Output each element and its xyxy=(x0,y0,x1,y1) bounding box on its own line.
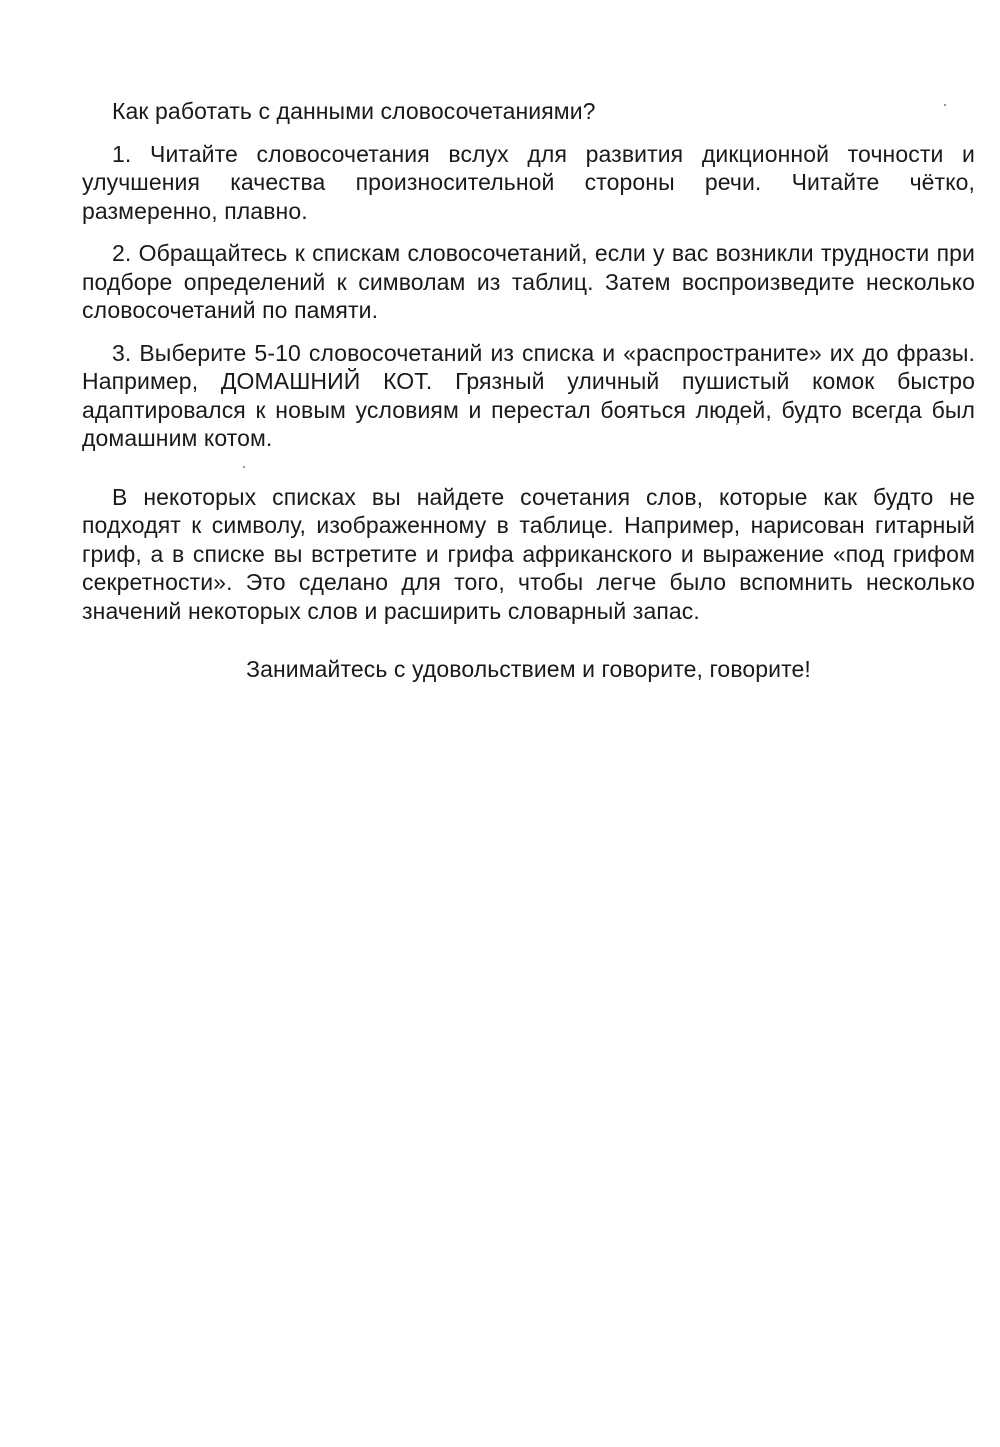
closing-line: Занимайтесь с удовольствием и говорите, говорите! xyxy=(246,656,811,682)
instruction-item-1: 1. Читайте словосочетания вслух для развития дикционной точности и улучшения качества произносительной стороны речи. Читайте чётко, размеренно, плавно. xyxy=(82,140,975,224)
instruction-item-2: 2. Обращайтесь к спискам словосочетаний, если у вас возникли трудности при подборе определений к символам из таблиц. Затем воспроизведите несколько словосочетаний по памяти. xyxy=(82,240,975,323)
instruction-item-3: 3. Выберите 5-10 словосочетаний из списка и «распространите» их до фразы. Например, ДОМАШНИЙ КОТ. Грязный уличный пушистый комок быстро адаптировался к новым условиям и перестал бояться людей, будто всегда был домашним котом. xyxy=(82,339,975,451)
scan-speck xyxy=(243,466,245,468)
note-paragraph: В некоторых списках вы найдете сочетания слов, которые как будто не подходят к символу, изображенному в таблице. Например, нарисован гитарный гриф, а в списке вы встретите и грифа африканского и выражение «под грифом секретности». Это сделано для того, чтобы легче было вспомнить несколько значений некоторых слов и расширить словарный запас. xyxy=(82,483,975,624)
scan-speck xyxy=(736,423,738,425)
document-body xyxy=(82,97,975,684)
scan-speck xyxy=(944,104,946,106)
document-heading: Как работать с данными словосочетаниями? xyxy=(112,98,596,124)
